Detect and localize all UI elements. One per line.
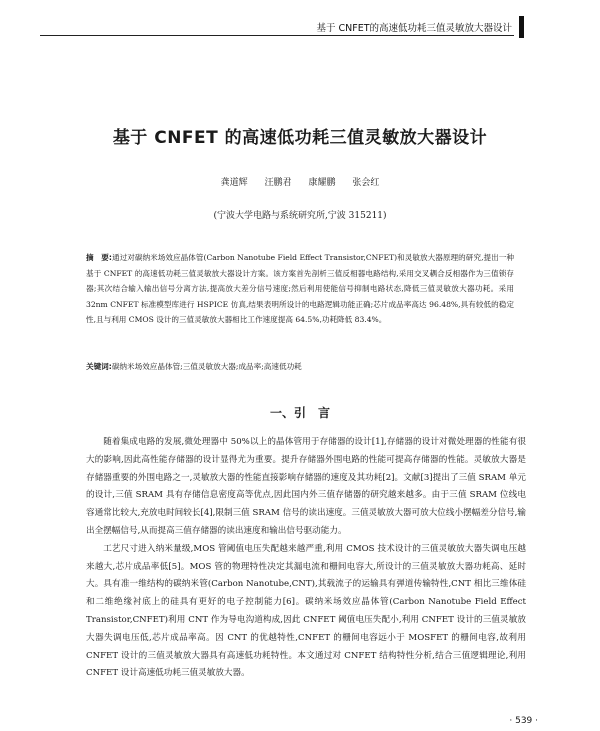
section-heading-introduction: 一、引 言 xyxy=(269,406,330,420)
keywords-text: 碳纳米场效应晶体管;三值灵敏放大器;成品率;高速低功耗 xyxy=(111,362,302,371)
author: 康耀鹏 xyxy=(308,178,336,188)
paragraph: 随着集成电路的发展,微处理器中 50%以上的晶体管用于存储器的设计[1],存储器的设计对微处理器的性能有很大的影响,因此高性能存储器的设计显得尤为重要。提升存储器外围电路的性能可提高存储器的性能。灵敏放大器是存储器重要的外围电路之一,灵敏放大器的性能直接影响存储器的速度及其功耗[2]。文献[3]提出了三值 SRAM 单元的设计,三值 SRAM 具有存储信息密度高等优点,因此国内外三值存储器的研究越来越多。由于三值 SRAM 位线电容通常比较大,充放电时间较长[4],限制三值 SRAM 信号的读出速度。三值灵敏放大器可放大位线小摆幅差分信号,输出全摆幅信号,从而提高三值存储器的读出速度和输出信号驱动能力。 xyxy=(86,437,526,536)
page-number: · 539 · xyxy=(509,716,538,726)
abstract-label: 摘 要: xyxy=(86,253,112,262)
abstract xyxy=(86,250,514,328)
author: 汪鹏君 xyxy=(264,178,292,188)
header-rule xyxy=(40,35,514,36)
keywords-label: 关键词: xyxy=(86,362,112,371)
author: 龚道辉 xyxy=(220,178,248,188)
body-text xyxy=(86,434,526,683)
keywords xyxy=(86,360,514,374)
running-header xyxy=(0,0,600,38)
abstract-text: 通过对碳纳米场效应晶体管(Carbon Nanotube Field Effect Transistor,CNFET)和灵敏放大器原理的研究,提出一种基于 CNFET 的高速低功耗三值灵敏放大器设计方案。该方案首先剖析三值反相器电路结构,采用交叉耦合反相器作为三值锁存器;其次结合输入输出信号分离方法,提高放大差分信号速度;然后利用使能信号抑制电路状态,降低三值灵敏放大器功耗。采用 32nm CNFET 标准模型库进行 HSPICE 仿真,结果表明所设计的电路逻辑功能正确;芯片成品率高达 96.48%,具有较低的稳定性,且与利用 CMOS 设计的三值灵敏放大器相比工作速度提高 64.5%,功耗降低 83.4%。 xyxy=(86,253,514,325)
paragraph: 工艺尺寸进入纳米量级,MOS 管阈值电压失配越来越严重,利用 CMOS 技术设计的三值灵敏放大器失调电压越来越大,芯片成品率低[5]。MOS 管的物理特性决定其漏电流和栅间电容大,所设计的三值灵敏放大器功耗高、延时大。具有准一维结构的碳纳米管(Carbon Nanotube,CNT),其载流子的运输具有弹道传输特性,CNT 相比三维体硅和二维绝缘衬底上的硅具有更好的电子控制能力[6]。碳纳米场效应晶体管(Carbon Nanotube Field Effect Transistor,CNFET)利用 CNT 作为导电沟道构成,因此 CNFET 阈值电压失配小,利用 CNFET 设计的三值灵敏放大器失调电压低,芯片成品率高。因 CNT 的优越特性,CNFET 的栅间电容远小于 MOSFET 的栅间电容,故利用 CNFET 设计的三值灵敏放大器具有高速低功耗特性。本文通过对 CNFET 结构特性分析,结合三值逻辑理论,利用 CNFET 设计高速低功耗三值灵敏放大器。 xyxy=(86,543,526,679)
affiliation: (宁波大学电路与系统研究所,宁波 315211) xyxy=(213,211,387,221)
header-tab-mark xyxy=(519,16,524,38)
author-list xyxy=(0,175,600,188)
paper-title: 基于 CNFET 的高速低功耗三值灵敏放大器设计 xyxy=(112,128,488,148)
author: 张会红 xyxy=(352,178,380,188)
running-title: 基于 CNFET的高速低功耗三值灵敏放大器设计 xyxy=(316,23,512,34)
